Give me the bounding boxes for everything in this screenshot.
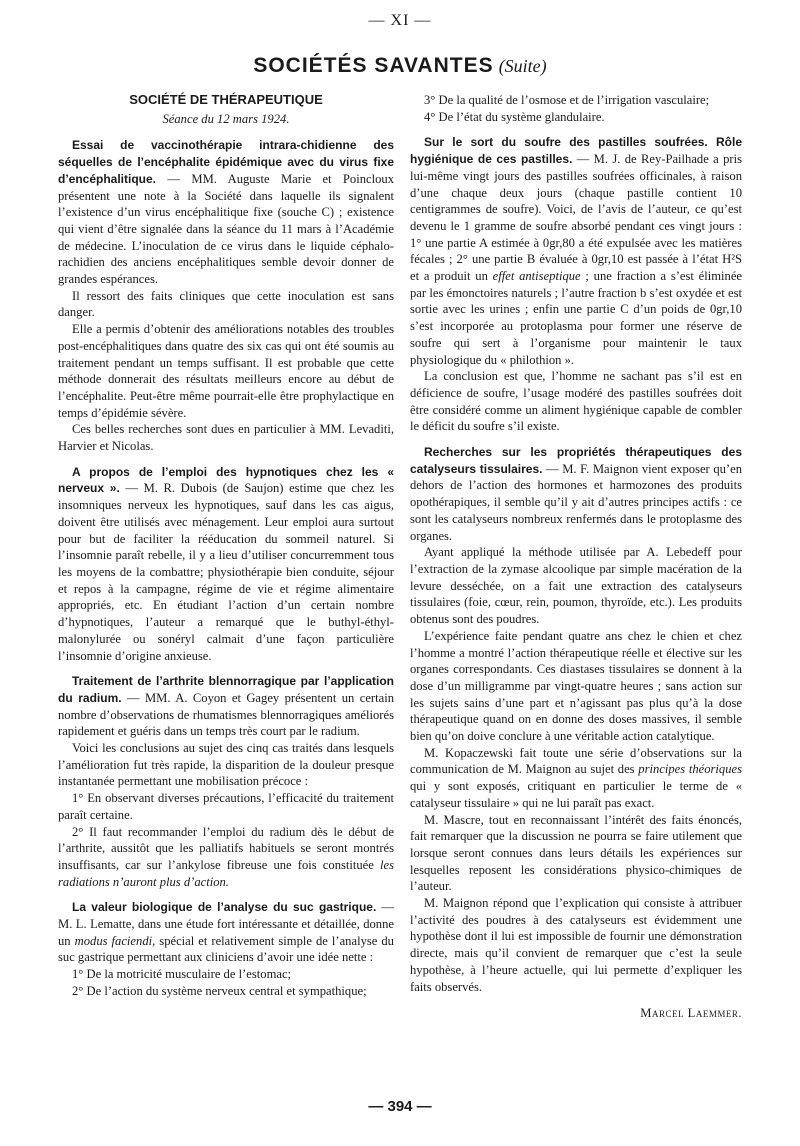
article-arthrite <box>58 673 394 740</box>
italic-text: les radiations n’auront plus d’action. <box>58 857 394 889</box>
list-item: 4° De l’état du système glandulaire. <box>424 109 605 124</box>
paragraph: Elle a permis d’obtenir des améliorations notables des troubles post-encéphalitiques dans quatre des six cas qui ont été soumis au traitement pendant un temps suffisant. Il est probable que cette méthode donnerait des résultats meilleurs encore au début de l’encéphalite. Peut-être même pourrait-elle être prophylactique en temps d’épidémie sévère. <box>58 322 394 420</box>
italic-text: principes théoriques <box>638 762 742 777</box>
article-vaccinotherapie <box>58 137 394 287</box>
paragraph: M. Maignon répond que l’explication qui consiste à attribuer l’activité des poudres à des catalyseurs est évidemment une hypothèse dont il lui est impossible de fournir une démonstration directe, mais qu’il convient de remarquer que c’est la seule hypothèse, à l’heure actuelle, qui lui permette d’expliquer les faits observés. <box>410 896 742 994</box>
header-title: SOCIÉTÉS SAVANTES <box>253 54 494 77</box>
list-item: 1° De la motricité musculaire de l’estomac; <box>72 967 292 982</box>
paragraph: — M. L. Lematte, dans une étude fort intéressante et détaillée, donne un <box>58 900 394 948</box>
author-signature: Marcel Laemmer. <box>640 1006 742 1021</box>
article-title: Sur le sort du soufre des pastilles soufrées. Rôle hygiénique de ces pastilles. <box>410 135 742 167</box>
paragraph: — M. R. Dubois (de Saujon) estime que chez les insomniques nerveux les hypnotiques, sauf dans les cas aigus, doivent être utilisés avec ménagement. Leur emploi aura surtout pour but de faciliter la rééducation du sommeil naturel. Si l’insomnie paraît rebelle, il y a lieu d’utiliser concurremment tous les moyens de la combattre; physiothérapie bien conduite, séjour et repos à la campagne, régime de vie et régime alimentaire appropriés, etc. En étudiant l’action d’un certain nombre d’hypnotiques, l’auteur a remarqué que le buthyl-éthyl-malonylurée ou sonéryl calmait d’une façon particulière l’insomnie d’origine anxieuse. <box>58 481 394 663</box>
paragraph-text: qui y sont exposés, critiquant en particulier le terme de « catalyseur tissulaire » qui ne lui paraît pas exact. <box>410 779 742 810</box>
page-number: — 394 — <box>368 1098 432 1115</box>
paragraph: Voici les conclusions au sujet des cinq cas traités dans lesquels l’amélioration fut très rapide, la disparition de la douleur presque instantanée permettant une mobilisation précoce : <box>58 741 394 789</box>
header-suite: (Suite) <box>498 56 547 76</box>
paragraph-text: M. Kopaczewski fait toute une série d’observations sur la communication de M. Maignon au sujet des <box>410 745 742 777</box>
paragraph: Il ressort des faits cliniques que cette inoculation est sans danger. <box>58 288 394 320</box>
list-item: 2° De l’action du système nerveux central et sympathique; <box>72 983 367 998</box>
italic-text: modus faciendi <box>74 933 153 948</box>
paragraph: La conclusion est que, l’homme ne sachant pas s’il est en déficience de soufre, l’usage modéré des pastilles soufrées doit être considéré comme un aliment hygiénique capable de combler le déficit du soufre s’il existe. <box>410 369 742 434</box>
paragraph: — M. J. de Rey-Pailhade a pris lui-même vingt jours des pastilles soufrées officinales, à raison d’une chaque deux jours (chaque pastille contient 10 centigrammes de soufre). Voici, de l’avis de l’auteur, ce qu’est devenu le 1 gramme de soufre absorbé pendant ces vingt jours : 1° une partie A estimée à 0gr,80 a été expulsée avec les matières fécales ; 2° une partie B évaluée à 0gr,10 est passée à l’état H²S et a produit un <box>410 152 742 284</box>
italic-text: effet antiseptique <box>492 269 581 284</box>
article-title: La valeur biologique de l’analyse du suc gastrique. <box>72 900 377 915</box>
paragraph: — MM. A. Coyon et Gagey présentent un certain nombre d’observations de rhumatismes blennorragiques améliorés rapidement et guéris dans un temps très court par le radium. <box>58 690 394 739</box>
list-text: 2° Il faut recommander l’emploi du radium dès le début de l’arthrite, aussitôt que les palliatifs habituels se seront montrés insuffisants, car sur l’ankylose fibreuse une fois constituée <box>58 824 394 872</box>
session-date: Séance du 12 mars 1924. <box>162 111 290 126</box>
article-title: Traitement de l’arthrite blennorragique par l’application du radium. <box>58 674 394 705</box>
section-title: SOCIÉTÉ DE THÉRAPEUTIQUE <box>129 92 323 107</box>
article-catalyseurs <box>410 444 742 544</box>
paragraph: — M. F. Maignon vient exposer qu’en dehors de l’action des hormones et harmozones des produits opothérapiques, il semble qu’il y ait d’autres principes actifs : ce sont les catalyseurs nombreux renfermés dans le protoplasme des organes. <box>410 461 742 543</box>
article-soufre <box>410 134 742 368</box>
paragraph: L’expérience faite pendant quatre ans chez le chien et chez l’homme a montré l’action thérapeutique réelle et élective sur les organes correspondants. Ces diastases tissulaires se donnent à la dose d’un milligramme par vingt-quatre heures ; sans action sur les sujets sains d’une part et n’agissant pas plus qu’à la dose thérapeutique quand on en donne des doses massives, il semble bien qu’on doive conclure à une véritable action catalytique. <box>410 628 742 744</box>
article-title: A propos de l’emploi des hypnotiques chez les « nerveux ». <box>58 464 394 496</box>
article-title: Essai de vaccinothérapie intrara-chidienne des séquelles de l’encéphalite épidémique avec du virus fixe d’encéphalitique. <box>58 138 394 186</box>
paragraph: ; une fraction a s’est éliminée par les émonctoires naturels ; l’autre fraction b s’est oxydée et est sortie avec les urines ; enfin une partie C d’un poids de 0gr,10 s’est incorporée au protoplasma pour former une réserve de soufre qui sert à l’organisme pour maintenir le taux physiologique du « philothion ». <box>410 269 743 367</box>
paragraph: — MM. Auguste Marie et Poincloux présentent une note à la Société dans laquelle ils signalent l’existence d’un virus encéphalitique fixe (souche C) ; existence qui vient d’être signalée dans la séance du 11 mars à l’Académie de médecine. L’inoculation de ce virus dans le liquide céphalo-rachidien des anciens encéphalitiques semble devoir donner de grandes espérances. <box>58 171 394 287</box>
paragraph: Ayant appliqué la méthode utilisée par A. Lebedeff pour l’extraction de la zymase alcoolique par simple macération de la levure desséchée, on a fait une extraction des catalyseurs tissulaires (foie, cœur, rein, poumon, thyroïde, etc.). Les produits obtenus sont des poudres. <box>410 545 742 627</box>
list-item: 1° En observant diverses précautions, l’efficacité du traitement paraît certaine. <box>58 791 394 822</box>
paragraph <box>410 745 742 812</box>
article-hypnotiques <box>58 464 394 664</box>
paragraph: M. Mascre, tout en reconnaissant l’intérêt des faits énoncés, fait remarquer que la discussion ne pourra se faire utilement que lorsque seront connues dans leurs détails les expériences sur lesquelles reposent les considérations physico-chimiques de l’auteur. <box>410 812 742 894</box>
article-suc-gastrique <box>58 899 394 966</box>
list-item <box>58 824 394 891</box>
article-title: Recherches sur les propriétés thérapeutiques des catalyseurs tissulaires. <box>410 445 742 476</box>
paragraph: , spécial et relativement simple de l’analyse du suc gastrique permettant aux cliniciens d’avoir une idée nette : <box>58 933 394 965</box>
right-column <box>410 92 742 1022</box>
list-item: 3° De la qualité de l’osmose et de l’irrigation vasculaire; <box>424 93 710 107</box>
paragraph: Ces belles recherches sont dues en particulier à MM. Levaditi, Harvier et Nicolas. <box>58 422 394 454</box>
roman-page-number: — XI — <box>368 12 432 29</box>
left-column <box>58 92 394 1000</box>
page-header <box>0 54 800 78</box>
